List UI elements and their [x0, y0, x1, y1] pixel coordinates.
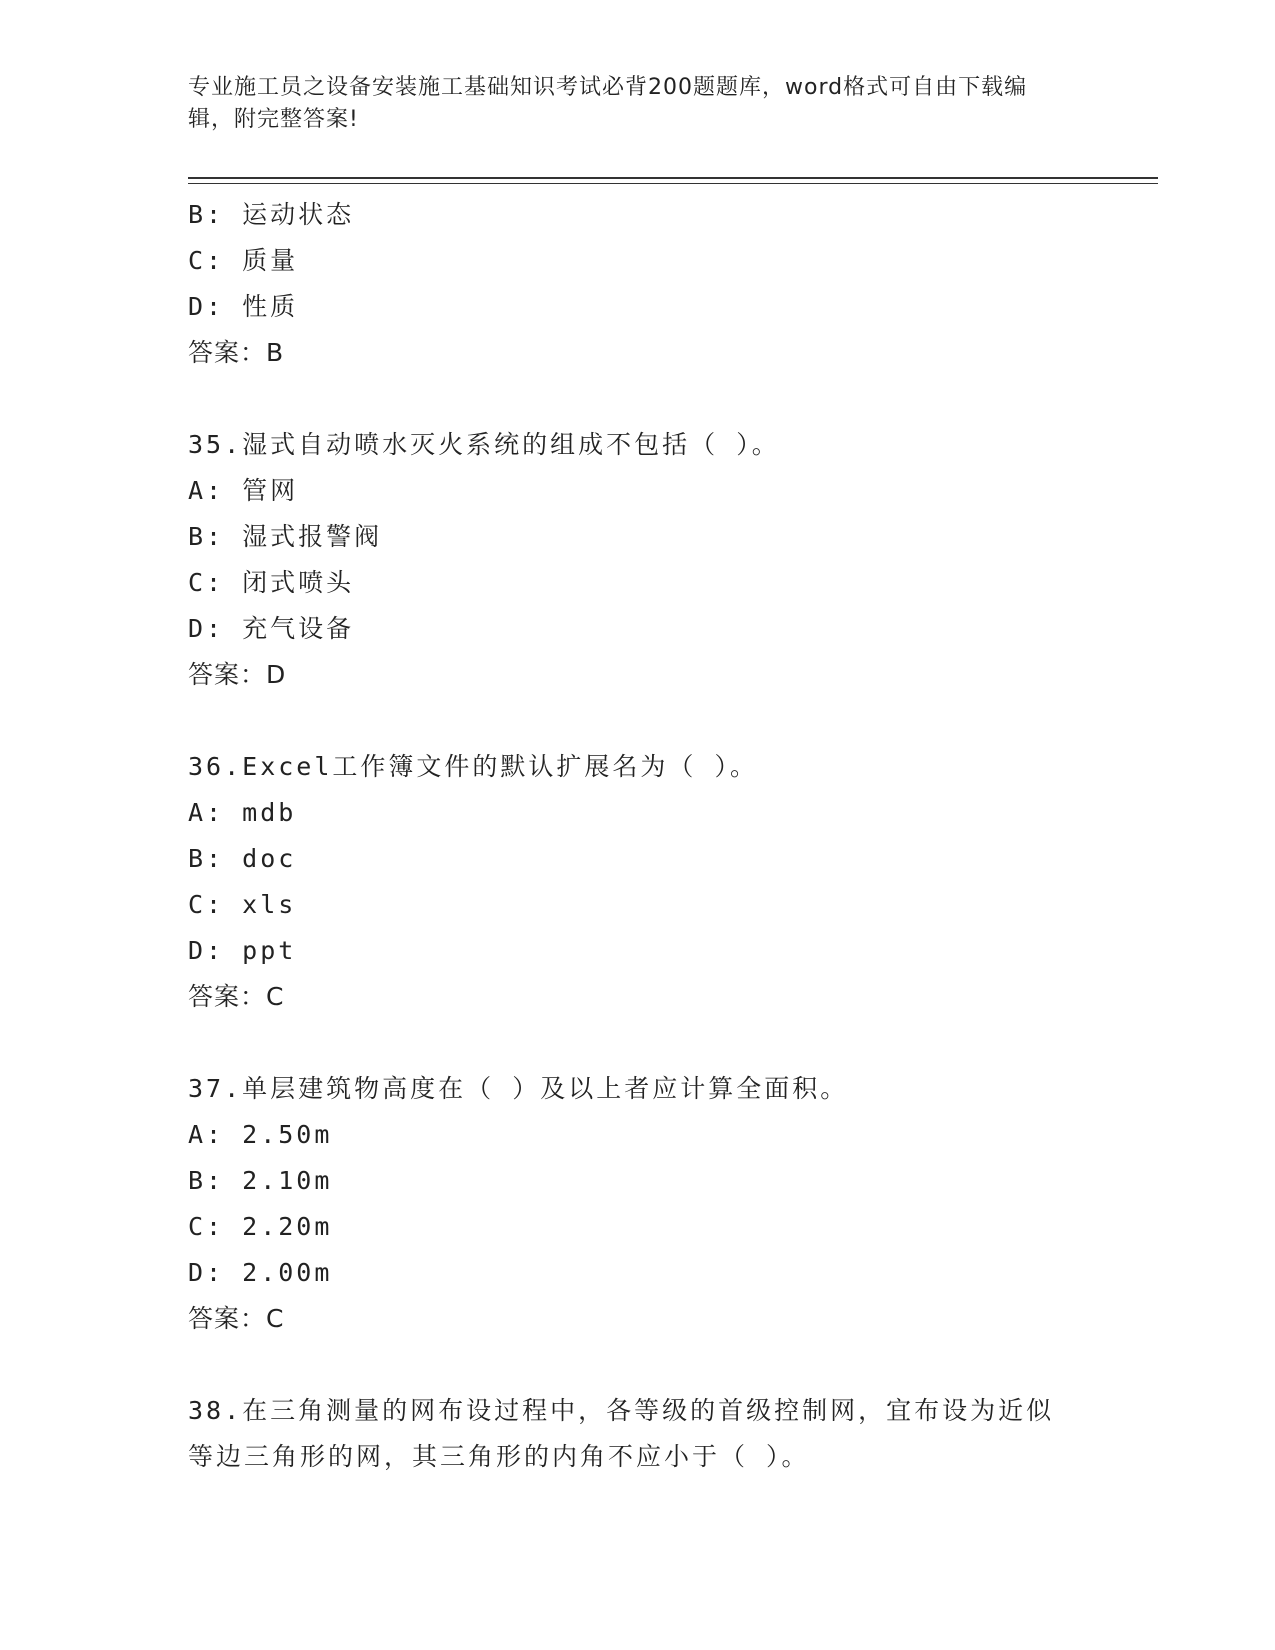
question-block-36: [188, 744, 1088, 1020]
question-text-line-1: 38.在三角测量的网布设过程中，各等级的首级控制网，宜布设为近似: [188, 1396, 1055, 1425]
option-c: C: 闭式喷头: [188, 568, 355, 597]
option-d: D: ppt: [188, 936, 297, 965]
question-block-35: [188, 422, 1088, 698]
answer-line: 答案：B: [188, 338, 285, 367]
document-header: 专业施工员之设备安装施工基础知识考试必背200题题库，word格式可自由下载编辑，附完整答案!: [188, 75, 1028, 132]
question-text: 37.单层建筑物高度在（ ）及以上者应计算全面积。: [188, 1074, 849, 1103]
option-d: D: 2.00m: [188, 1258, 333, 1287]
question-text: 35.湿式自动喷水灭火系统的组成不包括（ ）。: [188, 430, 780, 459]
option-c: C: 质量: [188, 246, 299, 275]
option-c: C: xls: [188, 890, 297, 919]
option-b: B: 运动状态: [188, 200, 355, 229]
option-a: A: mdb: [188, 798, 297, 827]
question-block-37: [188, 1066, 1088, 1342]
option-b: B: 湿式报警阀: [188, 522, 383, 551]
header-rule-thick: [188, 177, 1158, 179]
option-a: A: 管网: [188, 476, 299, 505]
answer-line: 答案：C: [188, 982, 285, 1011]
question-block-prev: [188, 192, 1088, 376]
question-text-line-2: 等边三角形的网，其三角形的内角不应小于（ ）。: [188, 1442, 810, 1471]
option-d: D: 性质: [188, 292, 299, 321]
option-b: B: doc: [188, 844, 297, 873]
option-d: D: 充气设备: [188, 614, 355, 643]
answer-line: 答案：C: [188, 1304, 285, 1333]
option-c: C: 2.20m: [188, 1212, 333, 1241]
option-b: B: 2.10m: [188, 1166, 333, 1195]
question-text: 36.Excel工作簿文件的默认扩展名为（ ）。: [188, 752, 758, 781]
question-block-38: [188, 1388, 1088, 1480]
question-list: [188, 192, 1088, 1480]
answer-line: 答案：D: [188, 660, 287, 689]
option-a: A: 2.50m: [188, 1120, 333, 1149]
header-rule-thin: [188, 183, 1158, 184]
